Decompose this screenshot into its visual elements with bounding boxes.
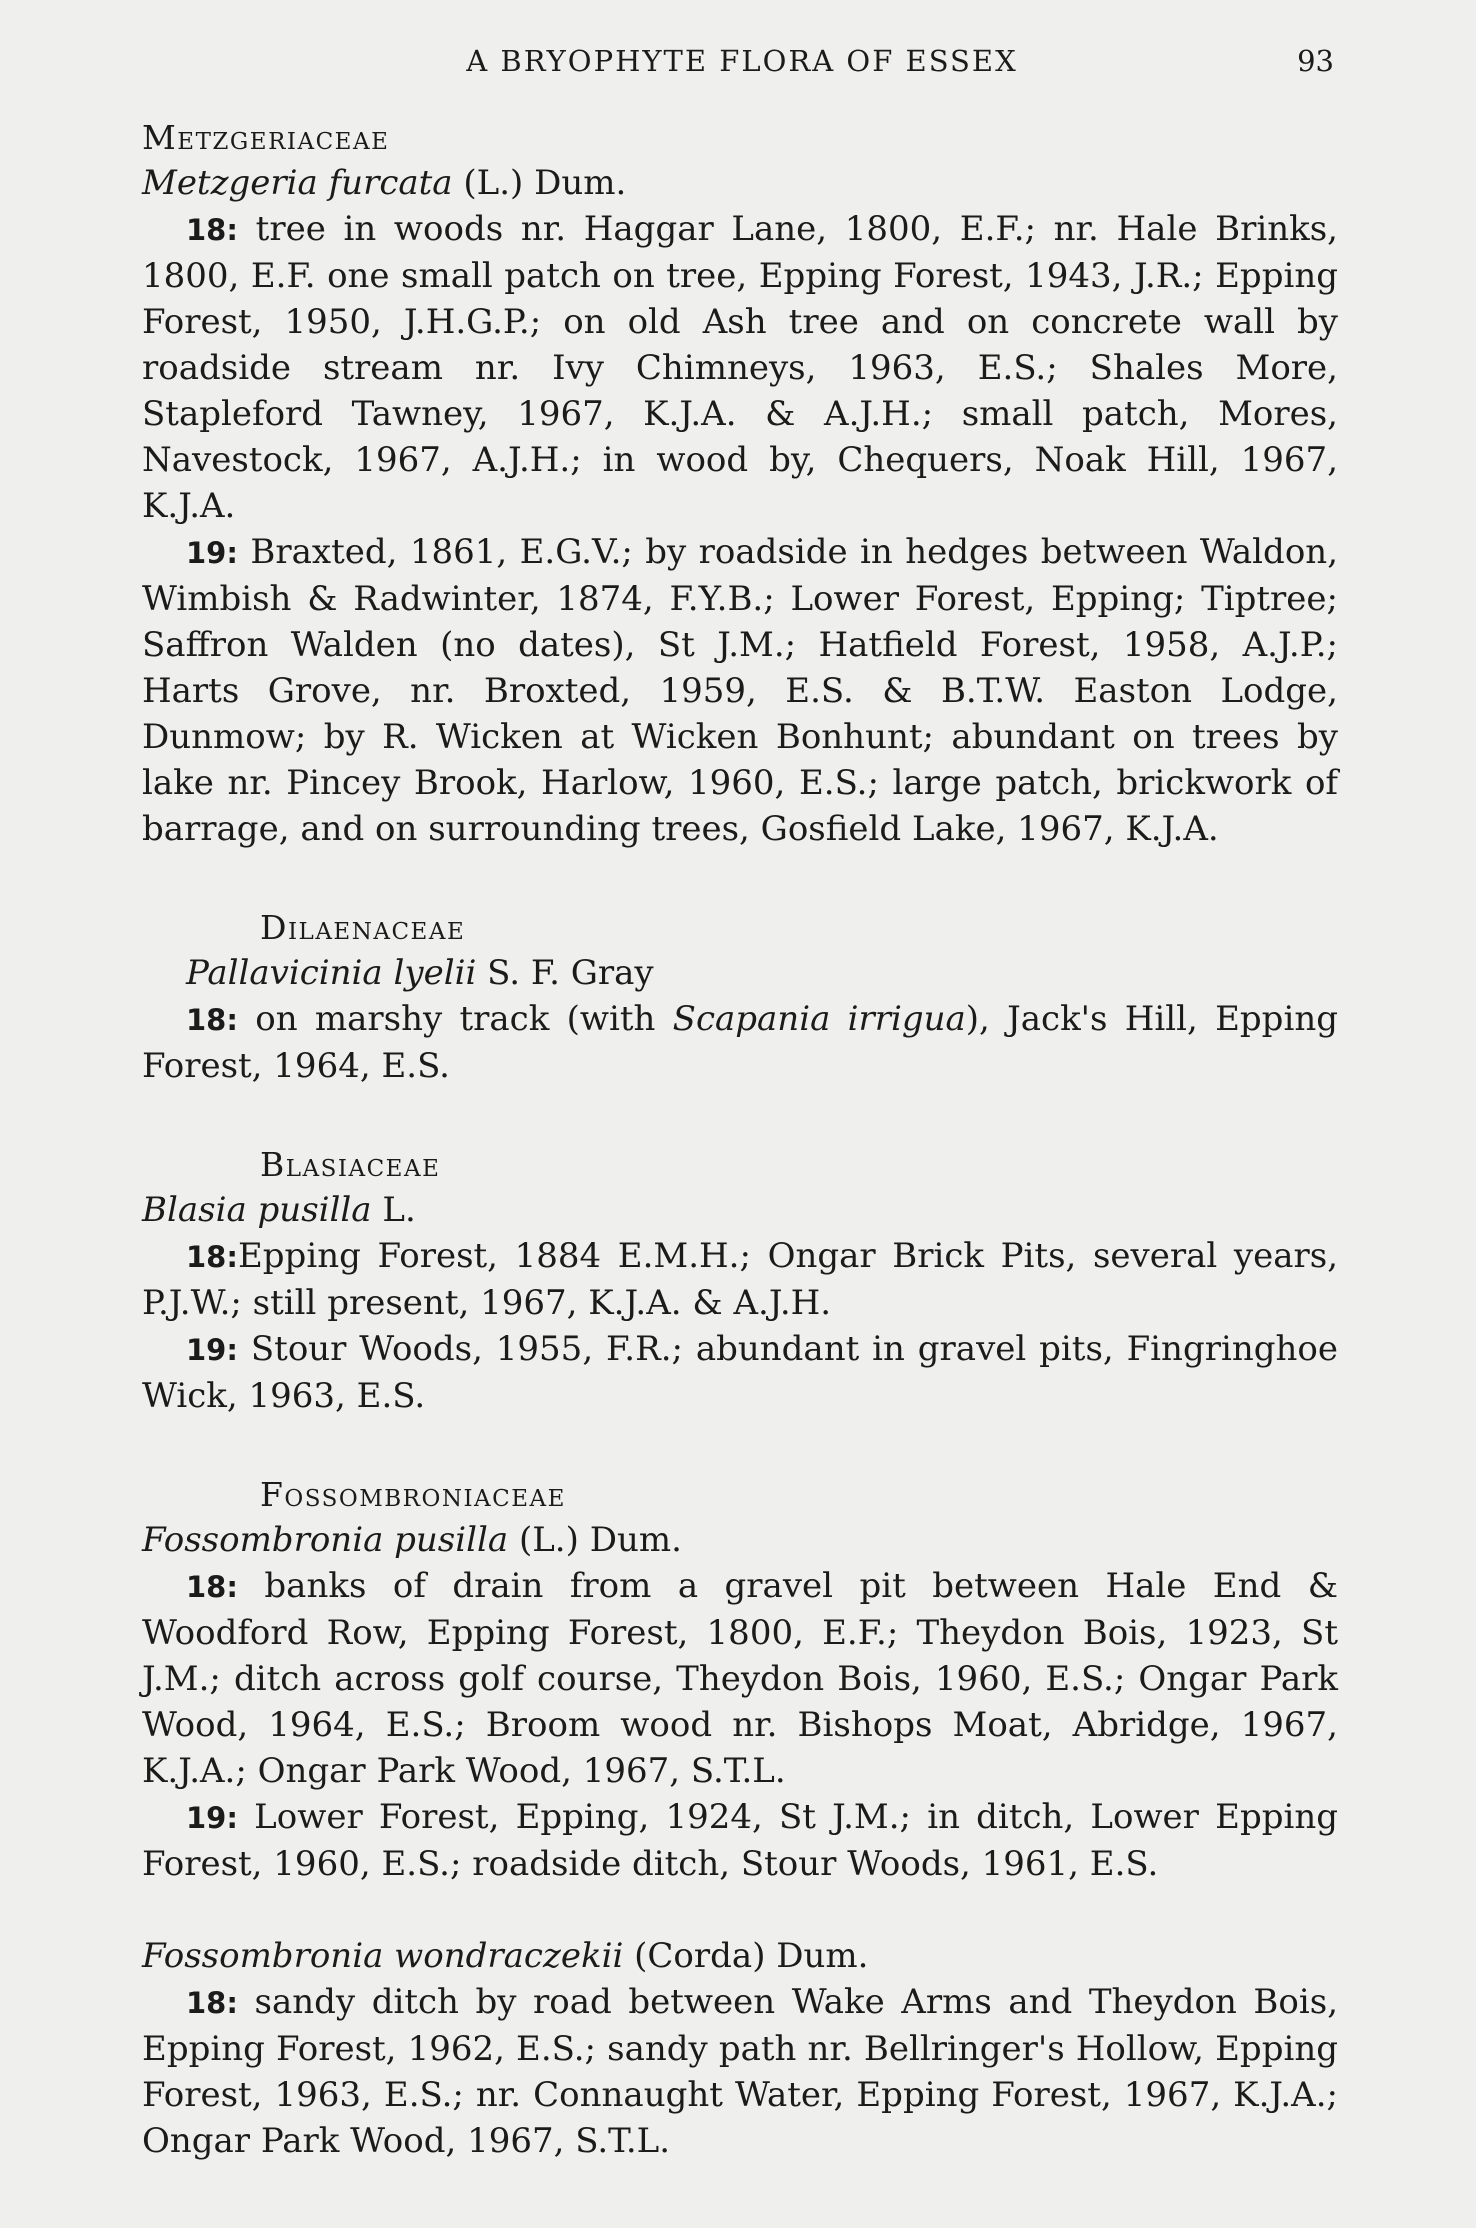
- species-name: Fossombronia pusilla: [142, 1520, 509, 1560]
- species-heading: [142, 950, 1338, 996]
- record-text: sandy ditch by road between Wake Arms and Theydon Bois, Epping Forest, 1962, E.S.; sandy path nr. Bellringer's Hollow, Epping Forest, 1963, E.S.; nr. Connaught Water, Epping Forest, 1967, K.J.A.; Ongar Park Wood, 1967, S.T.L.: [142, 1982, 1339, 2161]
- species-name: Fossombronia wondraczekii: [142, 1936, 624, 1976]
- record-text: Braxted, 1861, E.G.V.; by roadside in hedges between Waldon, Wimbish & Radwinter, 1874, F.Y.B.; Lower Forest, Epping; Tiptree; Saffron Walden (no dates), St J.M.; Hatfield Forest, 1958, A.J.P.; Harts Grove, nr. Broxted, 1959, E.S. & B.T.W. Easton Lodge, Dunmow; by R. Wicken at Wicken Bonhunt; abundant on trees by lake nr. Pincey Brook, Harlow, 1960, E.S.; large patch, brickwork of barrage, and on surrounding trees, Gosfield Lake, 1967, K.J.A.: [142, 532, 1338, 849]
- family-heading: Dilaenaceae: [260, 908, 466, 947]
- record-text: Stour Woods, 1955, F.R.; abundant in gravel pits, Fingringhoe Wick, 1963, E.S.: [142, 1329, 1338, 1416]
- record-entry: [142, 529, 1338, 852]
- species-heading: [142, 1933, 1338, 1979]
- running-head: [142, 44, 1342, 92]
- species-heading: [142, 160, 1338, 206]
- vice-county-number: 19:: [186, 536, 238, 570]
- record-text: ), Jack's Hill, Epping Forest, 1964, E.S.: [142, 999, 1338, 1086]
- species-authority: S. F. Gray: [487, 953, 654, 993]
- record-text: banks of drain from a gravel pit between Hale End & Woodford Row, Epping Forest, 1800, E.F.; Theydon Bois, 1923, St J.M.; ditch across golf course, Theydon Bois, 1960, E.S.; Ongar Park Wood, 1964, E.S.; Broom wood nr. Bishops Moat, Abridge, 1967, K.J.A.; Ongar Park Wood, 1967, S.T.L.: [142, 1566, 1338, 1791]
- page-number: 93: [1297, 44, 1334, 78]
- record-entry: [142, 1326, 1338, 1419]
- running-title: A BRYOPHYTE FLORA OF ESSEX: [466, 44, 1018, 78]
- record-italic-name: Scapania irrigua: [672, 999, 966, 1039]
- family-heading: Blasiaceae: [260, 1145, 441, 1184]
- family-heading: Metzgeriaceae: [142, 118, 390, 157]
- species-name: Pallavicinia lyelii: [186, 953, 477, 993]
- record-text: on marshy track (with: [255, 999, 673, 1039]
- vice-county-number: 18:: [186, 1003, 238, 1037]
- record-entry: [142, 1794, 1338, 1887]
- vice-county-number: 18:: [186, 1240, 238, 1274]
- record-text: Epping Forest, 1884 E.M.H.; Ongar Brick Pits, several years, P.J.W.; still present, 1967, K.J.A. & A.J.H.: [142, 1236, 1338, 1323]
- record-entry: [142, 996, 1338, 1089]
- species-heading: [142, 1187, 1338, 1233]
- vice-county-number: 18:: [186, 213, 238, 247]
- record-entry: [142, 1979, 1338, 2164]
- species-name: Blasia pusilla: [142, 1190, 372, 1230]
- species-name: Metzgeria furcata: [142, 163, 453, 203]
- record-entry: [142, 206, 1338, 529]
- record-text: Lower Forest, Epping, 1924, St J.M.; in ditch, Lower Epping Forest, 1960, E.S.; roadside ditch, Stour Woods, 1961, E.S.: [142, 1797, 1339, 1884]
- page-content: [142, 116, 1338, 2164]
- species-authority: (Corda) Dum.: [634, 1936, 869, 1976]
- species-authority: (L.) Dum.: [518, 1520, 682, 1560]
- vice-county-number: 19:: [186, 1333, 238, 1367]
- vice-county-number: 19:: [186, 1801, 238, 1835]
- species-authority: L.: [382, 1190, 416, 1230]
- family-heading: Fossombroniaceae: [260, 1475, 566, 1514]
- record-text: tree in woods nr. Haggar Lane, 1800, E.F.; nr. Hale Brinks, 1800, E.F. one small patch on tree, Epping Forest, 1943, J.R.; Epping Forest, 1950, J.H.G.P.; on old Ash tree and on concrete wall by roadside stream nr. Ivy Chimneys, 1963, E.S.; Shales More, Stapleford Tawney, 1967, K.J.A. & A.J.H.; small patch, Mores, Navestock, 1967, A.J.H.; in wood by, Chequers, Noak Hill, 1967, K.J.A.: [142, 209, 1338, 526]
- vice-county-number: 18:: [186, 1986, 238, 2020]
- species-authority: (L.) Dum.: [463, 163, 627, 203]
- record-entry: [142, 1563, 1338, 1794]
- species-heading: [142, 1517, 1338, 1563]
- vice-county-number: 18:: [186, 1570, 238, 1604]
- record-entry: [142, 1233, 1338, 1326]
